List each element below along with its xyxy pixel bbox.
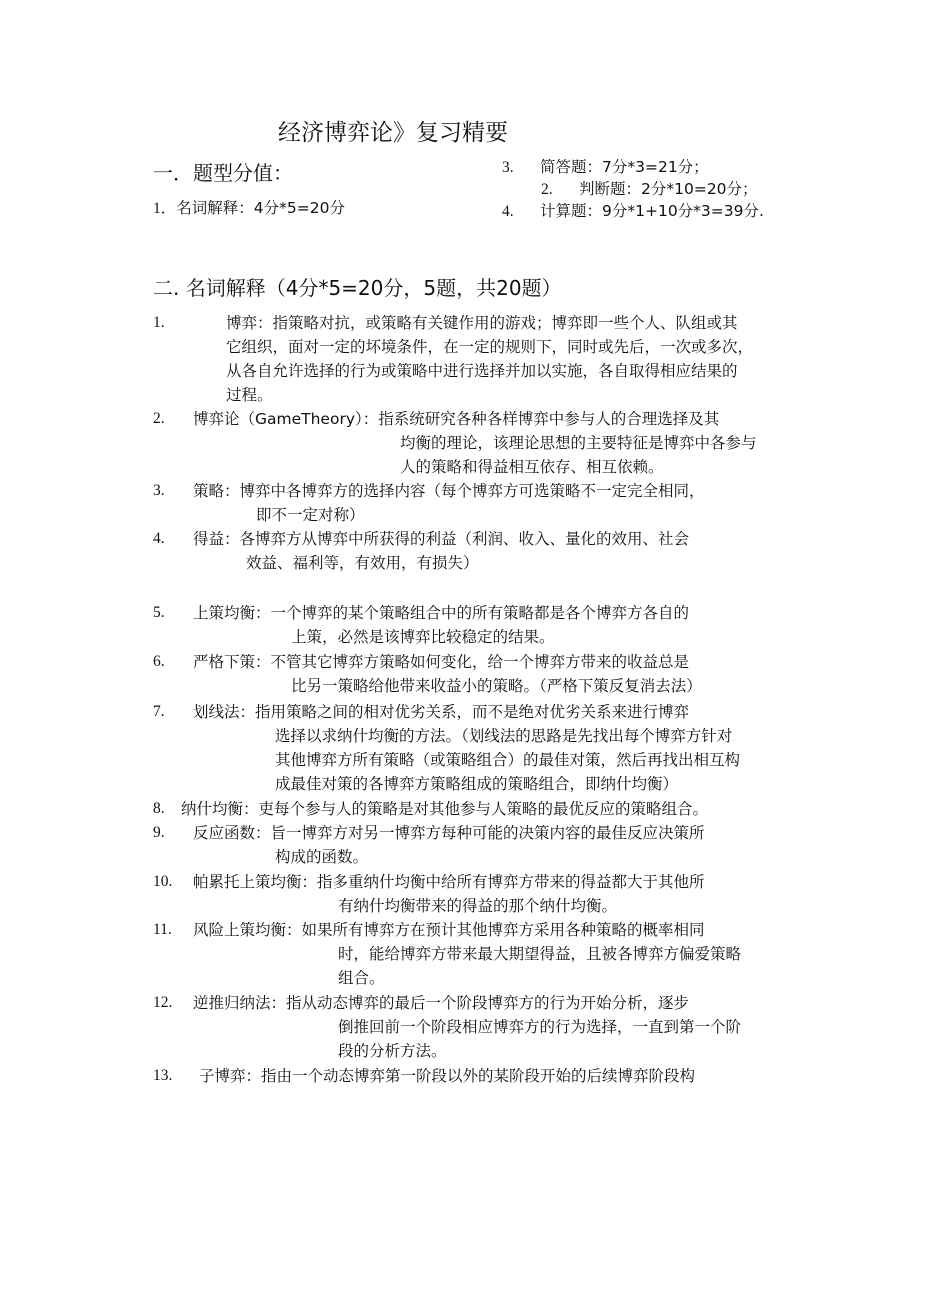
section2-heading: 二. 名词解释（4分*5=20分，5题，共20题）: [153, 276, 562, 300]
term-line: 子博弈：指由一个动态博弈第一阶段以外的某阶段开始的后续博弈阶段构: [199, 1067, 696, 1085]
term-line: 比另一策略给他带来收益小的策略。（严格下策反复消去法）: [291, 677, 702, 695]
score-item-text: 判断题：2分*10=20分；: [579, 180, 758, 198]
term-line: 组合。: [338, 969, 385, 987]
term-line: 帕累托上策均衡：指多重纳什均衡中给所有博弈方带来的得益都大于其他所: [193, 873, 705, 891]
score-item-4: [502, 199, 764, 224]
term-line: 反应函数：旨一博弈方对另一博弈方每种可能的决策内容的最佳反应决策所: [193, 824, 705, 842]
term-line: 得益：各博弈方从博弈中所获得的利益（利润、收入、量化的效用、社会: [193, 530, 690, 548]
term-line: 风险上策均衡：如果所有博弈方在预计其他博弈方采用各种策略的概率相同: [193, 921, 705, 939]
term-line: 策略：博弈中各博弈方的选择内容（每个博弈方可选策略不一定完全相同，: [193, 482, 705, 500]
score-item-number: 3.: [502, 159, 514, 176]
term-number: 2.: [153, 410, 165, 427]
term-number: 13.: [153, 1067, 173, 1084]
term-line: 上策，必然是该博弈比较稳定的结果。: [291, 628, 555, 646]
term-number: 12.: [153, 994, 173, 1011]
term-line: 上策均衡：一个博弈的某个策略组合中的所有策略都是各个博弈方各自的: [193, 604, 690, 622]
document-title: 经济博弈论》复习精要: [278, 120, 508, 146]
score-item-text: 计算题：9分*1+10分*3=39分.: [540, 202, 764, 220]
term-line: 纳什均衡：吏每个参与人的策略是对其他参与人策略的最优反应的策略组合。: [181, 800, 709, 818]
term-line: 即不一定对称）: [256, 506, 365, 524]
term-number: 10.: [153, 873, 173, 890]
term-line: 其他博弈方所有策略（或策略组合）的最佳对策，然后再找出相互构: [275, 751, 741, 769]
term-number: 5.: [153, 604, 165, 621]
score-item-number: 4.: [502, 203, 514, 220]
term-line: 构成的函数。: [275, 848, 369, 866]
term-line: 严格下策：不管其它博弈方策略如何变化，给一个博弈方带来的收益总是: [193, 653, 690, 671]
term-number: 3.: [153, 482, 165, 499]
term-number: 11.: [153, 921, 172, 938]
term-line: 过程。: [226, 386, 273, 404]
score-item-number: 2.: [541, 181, 553, 198]
term-number: 8.: [153, 800, 165, 817]
term-number: 4.: [153, 530, 165, 547]
term-line: 均衡的理论，该理论思想的主要特征是博弈中各参与: [400, 434, 757, 452]
score-item-1: [153, 196, 345, 221]
section1-heading: 一．题型分值：: [153, 161, 293, 185]
term-line: 它组织，面对一定的坏境条件，在一定的规则下，同时或先后，一次或多次，: [226, 338, 754, 356]
score-item-text: 名词解释：4分*5=20分: [176, 199, 345, 217]
term-line: 从各自允许选择的行为或策略中进行选择并加以实施，各自取得相应结果的: [226, 362, 738, 380]
term-number: 6.: [153, 653, 165, 670]
term-line: 逆推归纳法：指从动态博弈的最后一个阶段博弈方的行为开始分析，逐步: [193, 994, 690, 1012]
term-line: 有纳什均衡带来的得益的那个纳什均衡。: [338, 897, 618, 915]
term-line: 博弈：指策略对抗，或策略有关键作用的游戏；博弈即一些个人、队组或其: [226, 314, 738, 332]
term-line: 成最佳对策的各博弈方策略组成的策略组合，即纳什均衡）: [275, 775, 679, 793]
term-number: 7.: [153, 703, 165, 720]
term-line: 人的策略和得益相互依存、相互依赖。: [400, 458, 664, 476]
term-line: 时，能给博弈方带来最大期望得益，且被各博弈方偏爱策略: [338, 945, 742, 963]
term-number: 1.: [153, 314, 165, 331]
term-line: 博弈论（GameTheory）：指系统研究各种各样博弈中参与人的合理选择及其: [193, 410, 720, 428]
term-number: 9.: [153, 824, 165, 841]
term-line: 划线法：指用策略之间的相对优劣关系，而不是绝对优劣关系来进行博弈: [193, 703, 690, 721]
score-item-number: 1．: [153, 200, 177, 217]
term-line: 效益、福利等，有效用，有损失）: [246, 554, 479, 572]
term-line: 段的分析方法。: [338, 1042, 447, 1060]
score-item-text: 简答题：7分*3=21分；: [540, 158, 709, 176]
term-line: 倒推回前一个阶段相应博弈方的行为选择，一直到第一个阶: [338, 1018, 742, 1036]
term-line: 选择以求纳什均衡的方法。（划线法的思路是先找出每个博弈方针对: [275, 727, 733, 745]
